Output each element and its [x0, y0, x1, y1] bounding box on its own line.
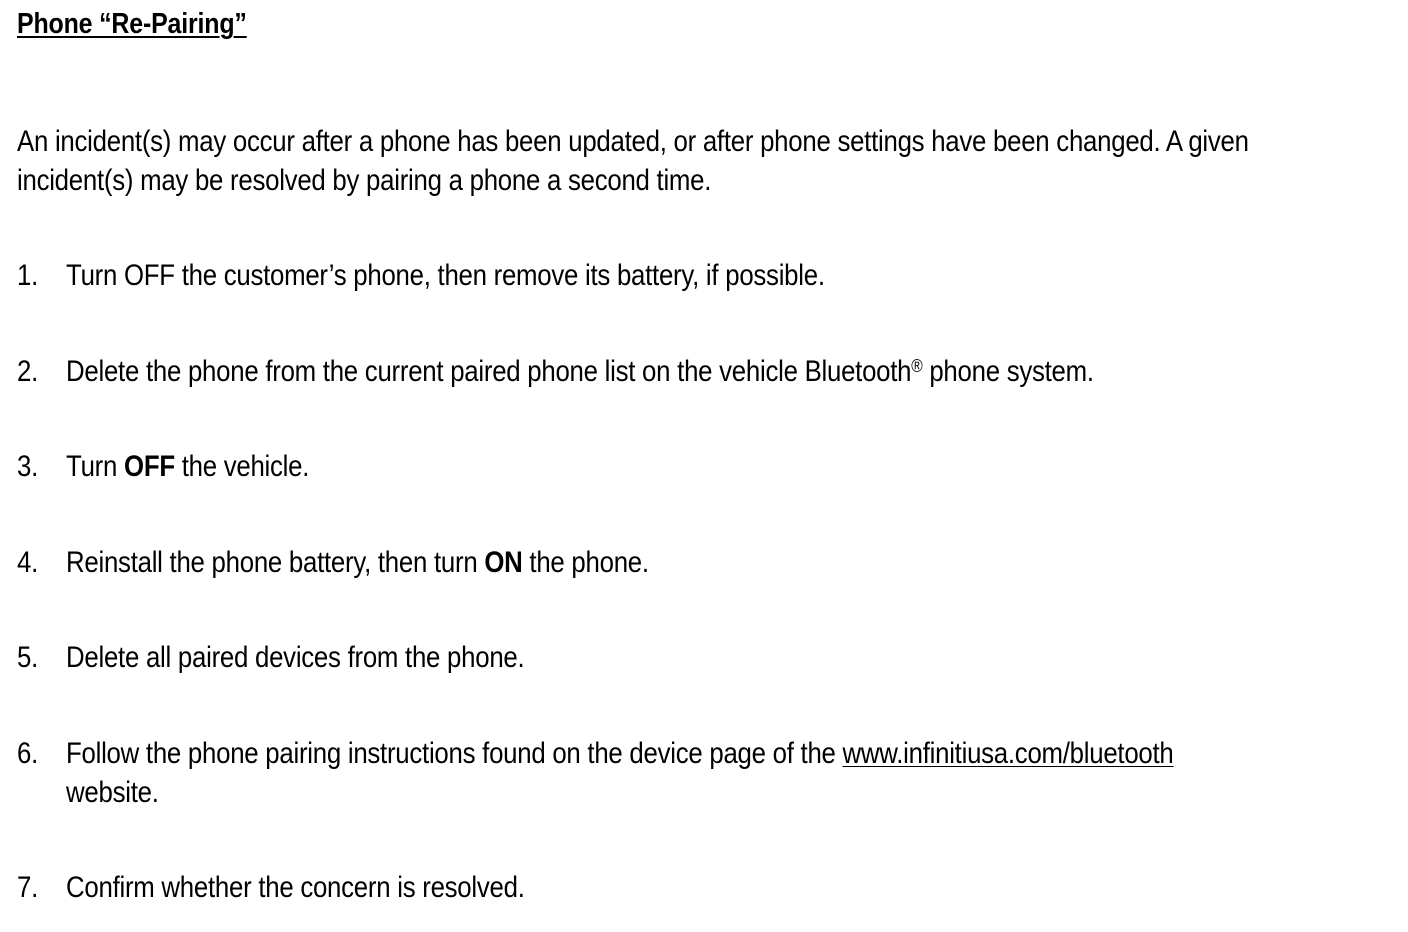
step-text-after: the phone.	[522, 546, 649, 579]
step-number: 4.	[17, 546, 39, 579]
step-text-after: website.	[66, 776, 159, 809]
step-3	[17, 447, 309, 486]
step-text: Delete all paired devices from the phone.	[66, 641, 525, 674]
step-number: 2.	[17, 355, 39, 388]
intro-paragraph	[17, 122, 1359, 200]
step-bold-text: OFF	[124, 450, 175, 483]
step-7	[17, 868, 525, 907]
step-2	[17, 352, 1094, 391]
step-body	[66, 543, 649, 582]
step-number: 6.	[17, 737, 39, 770]
bluetooth-website-link[interactable]: www.infinitiusa.com/bluetooth	[842, 737, 1174, 770]
step-body	[66, 352, 1094, 391]
step-text-after: phone system.	[922, 355, 1094, 388]
registered-mark: ®	[911, 356, 923, 376]
step-number: 3.	[17, 450, 39, 483]
step-1	[17, 256, 825, 295]
step-text: Delete the phone from the current paired phone list on the vehicle Bluetooth	[66, 355, 912, 388]
step-number: 7.	[17, 871, 39, 904]
step-body	[66, 447, 309, 486]
step-text: Confirm whether the concern is resolved.	[66, 871, 525, 904]
step-text: Turn OFF the customer’s phone, then remove its battery, if possible.	[66, 259, 825, 292]
step-4	[17, 543, 649, 582]
step-bold-text: ON	[484, 546, 523, 579]
document-title: Phone “Re-Pairing”	[17, 8, 247, 40]
step-text-before: Reinstall the phone battery, then turn	[66, 546, 485, 579]
step-body	[66, 734, 1174, 812]
step-5	[17, 638, 524, 677]
step-number: 1.	[17, 259, 39, 292]
step-text-before: Follow the phone pairing instructions found on the device page of the	[66, 737, 843, 770]
step-text-before: Turn	[66, 450, 125, 483]
step-6	[17, 734, 1174, 812]
intro-line-2: incident(s) may be resolved by pairing a phone a second time.	[17, 164, 712, 197]
intro-line-1: An incident(s) may occur after a phone has been updated, or after phone settings have been changed. A given	[17, 125, 1249, 158]
step-text-after: the vehicle.	[174, 450, 310, 483]
step-number: 5.	[17, 641, 39, 674]
